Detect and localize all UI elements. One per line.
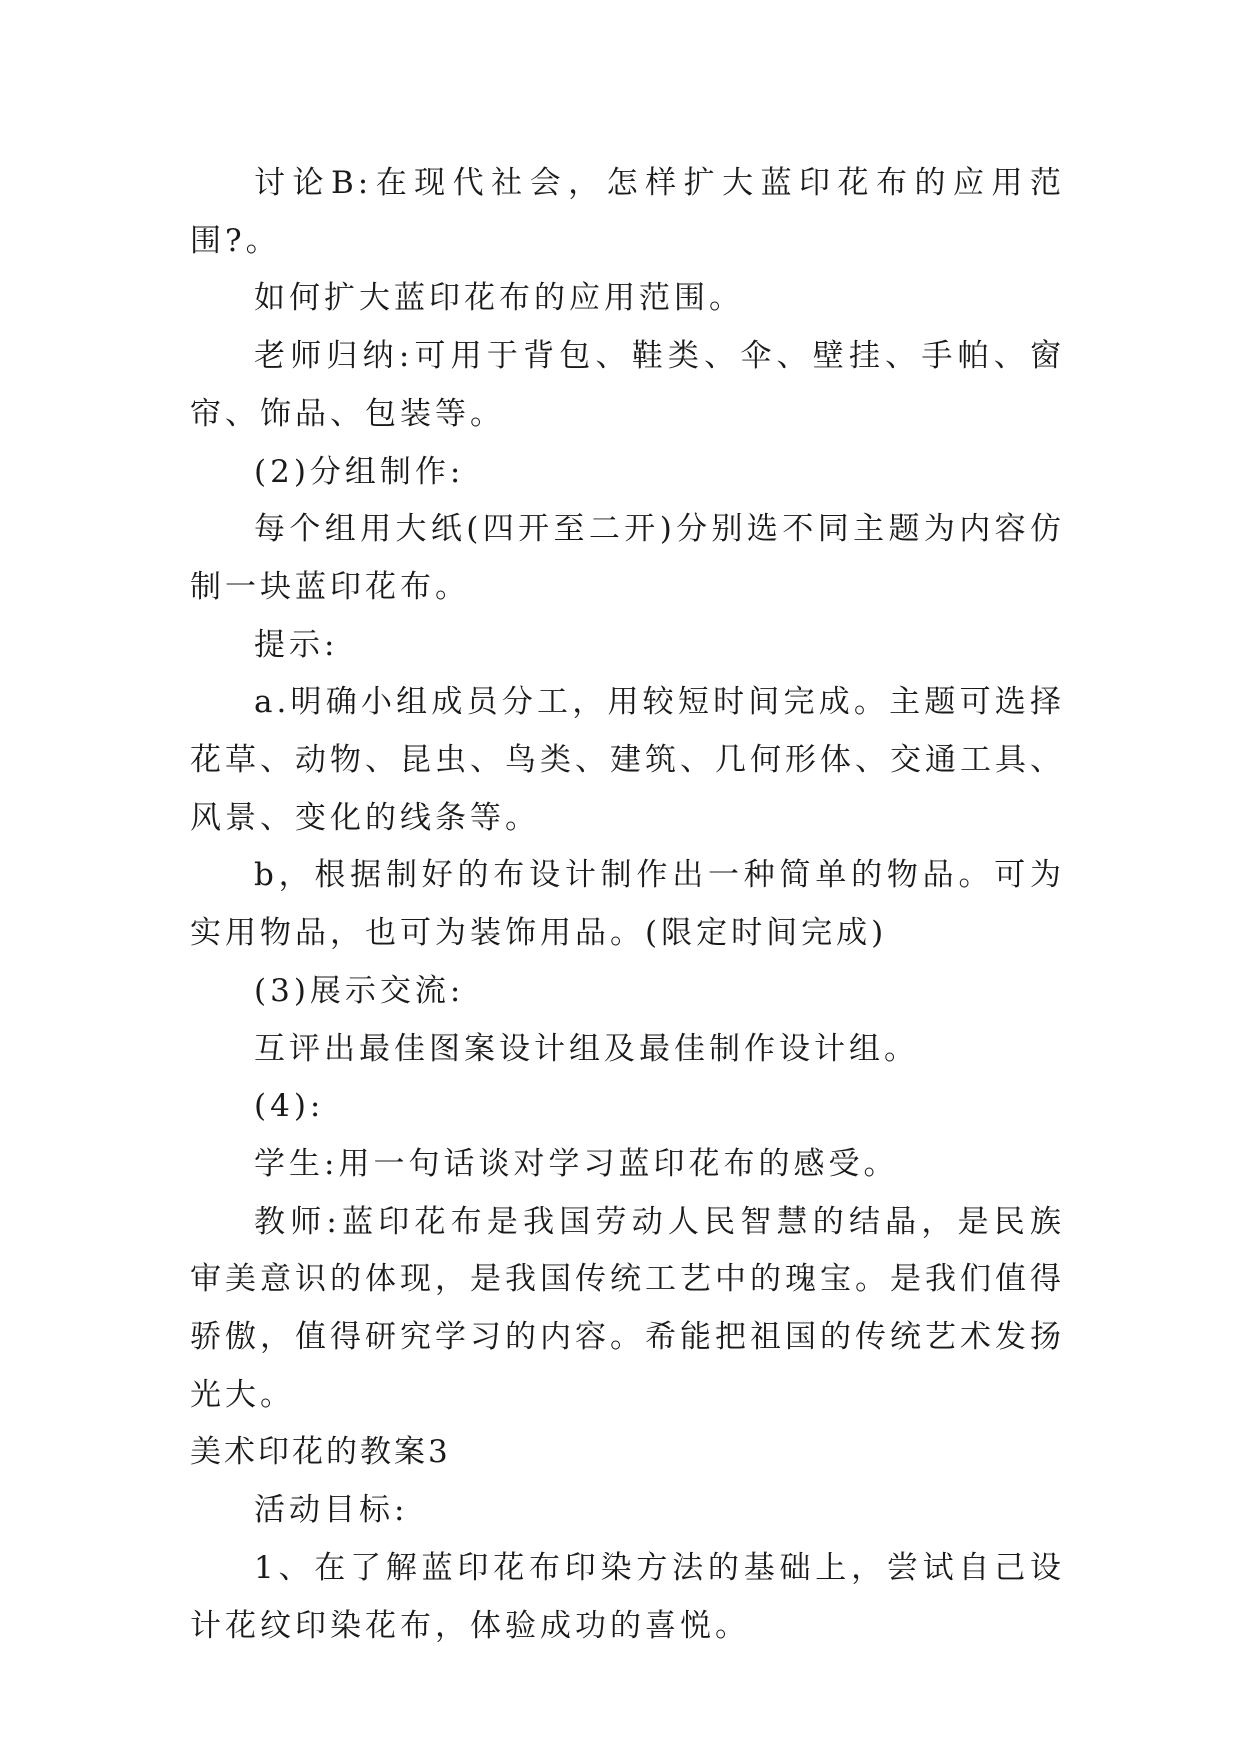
paragraph-expand-range: 如何扩大蓝印花布的应用范围。 [254,280,744,317]
paragraph-teacher-conclusion: 教师:蓝印花布是我国劳动人民智慧的结晶，是民族审美意识的体现，是我国传统工艺中的瑰宝。是我们值得骄傲，值得研究学习的内容。希能把祖国的传统艺术发扬光大。 [190,1203,1065,1413]
paragraph-exhibition-heading: (3)展示交流: [254,972,465,1009]
paragraph-goal-1: 1、在了解蓝印花布印染方法的基础上，尝试自己设计花纹印染花布，体验成功的喜悦。 [190,1549,1065,1644]
section-title: 美术印花的教案3 [190,1434,451,1471]
paragraph-hint-a: a.明确小组成员分工，用较短时间完成。主题可选择花草、动物、昆虫、鸟类、建筑、几何形体、交通工具、风景、变化的线条等。 [190,684,1065,836]
paragraph-step-4: (4): [254,1088,325,1125]
paragraph-group-making-heading: (2)分组制作: [254,453,465,490]
paragraph-hint-b: b，根据制好的布设计制作出一种简单的物品。可为实用物品，也可为装饰用品。(限定时间完成) [190,857,1065,952]
paragraph-teacher-summary: 老师归纳:可用于背包、鞋类、伞、壁挂、手帕、窗帘、饰品、包装等。 [190,338,1065,432]
paragraph-activity-goals: 活动目标: [254,1492,409,1529]
paragraph-student-feeling: 学生:用一句话谈对学习蓝印花布的感受。 [254,1145,899,1182]
paragraph-group-task: 每个组用大纸(四开至二开)分别选不同主题为内容仿制一块蓝印花布。 [190,511,1065,605]
paragraph-discussion-b: 讨论B:在现代社会，怎样扩大蓝印花布的应用范围?。 [190,165,1065,259]
paragraph-peer-review: 互评出最佳图案设计组及最佳制作设计组。 [254,1030,919,1067]
document-body [190,155,1065,1655]
paragraph-hint-label: 提示: [254,626,339,663]
